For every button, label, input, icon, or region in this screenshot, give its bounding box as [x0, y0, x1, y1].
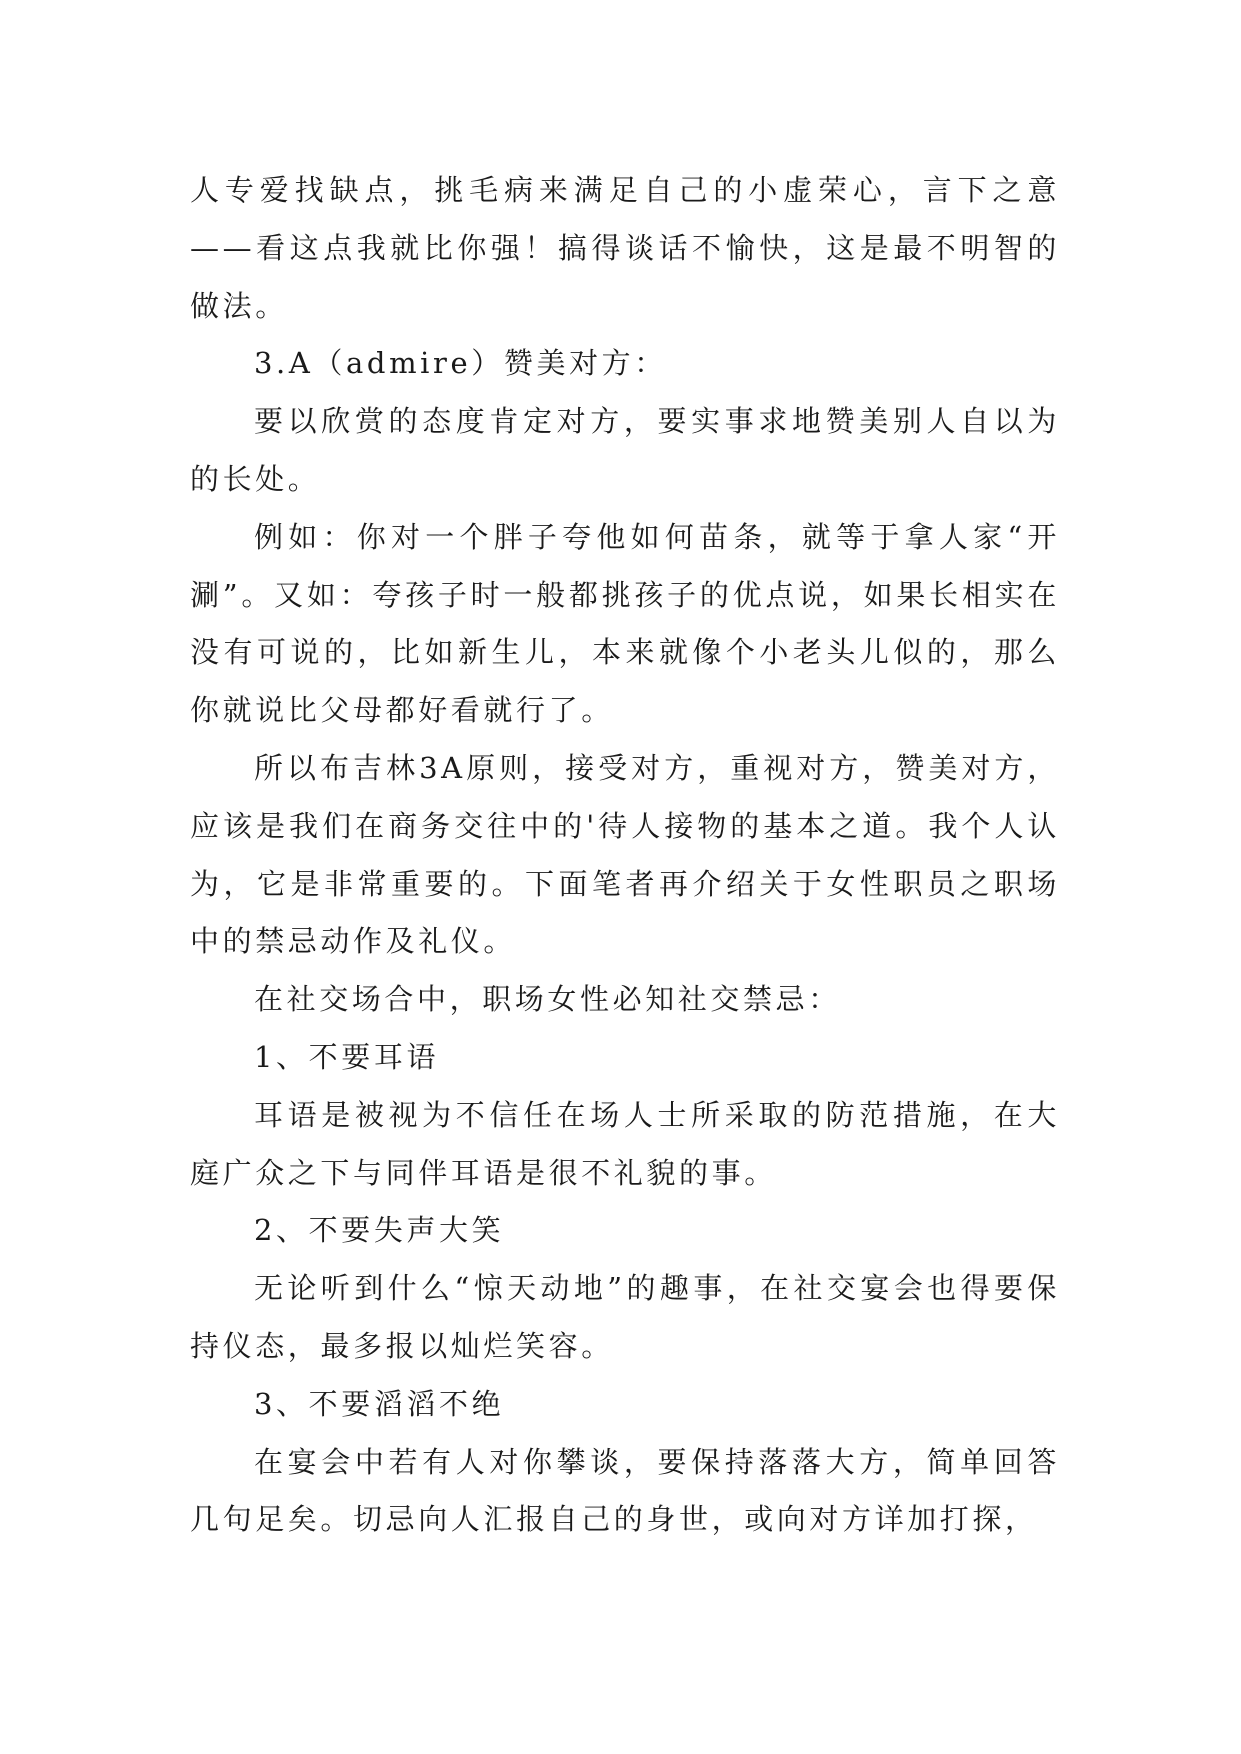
- section-heading: 3.A（admire）赞美对方：: [254, 346, 667, 381]
- paragraph: 耳语是被视为不信任在场人士所采取的防范措施，在大庭广众之下与同伴耳语是很不礼貌的事。: [190, 1097, 1060, 1190]
- paragraph: 在社交场合中，职场女性必知社交禁忌：: [254, 982, 841, 1017]
- paragraph: 人专爱找缺点，挑毛病来满足自己的小虚荣心，言下之意——看这点我就比你强！搞得谈话不愉快，这是最不明智的做法。: [190, 173, 1060, 323]
- paragraph: 无论听到什么“惊天动地”的趣事，在社交宴会也得要保持仪态，最多报以灿烂笑容。: [190, 1271, 1060, 1363]
- paragraph: 例如：你对一个胖子夸他如何苗条，就等于拿人家“开涮”。又如：夸孩子时一般都挑孩子的优点说，如果长相实在没有可说的，比如新生儿，本来就像个小老头儿似的，那么你就说比父母都好看就行了。: [190, 519, 1060, 728]
- paragraph: 所以布吉林3A原则，接受对方，重视对方，赞美对方，应该是我们在商务交往中的'待人接物的基本之道。我个人认为，它是非常重要的。下面笔者再介绍关于女性职员之职场中的禁忌动作及礼仪。: [190, 750, 1060, 959]
- list-heading: 2、不要失声大笑: [254, 1213, 505, 1248]
- paragraph: 要以欣赏的态度肯定对方，要实事求地赞美别人自以为的长处。: [190, 404, 1060, 496]
- list-heading: 1、不要耳语: [254, 1039, 440, 1074]
- list-heading: 3、不要滔滔不绝: [254, 1386, 505, 1421]
- document-body: [190, 162, 1060, 1549]
- paragraph: 在宴会中若有人对你攀谈，要保持落落大方，简单回答几句足矣。切忌向人汇报自己的身世，或向对方详加打探，: [190, 1444, 1060, 1537]
